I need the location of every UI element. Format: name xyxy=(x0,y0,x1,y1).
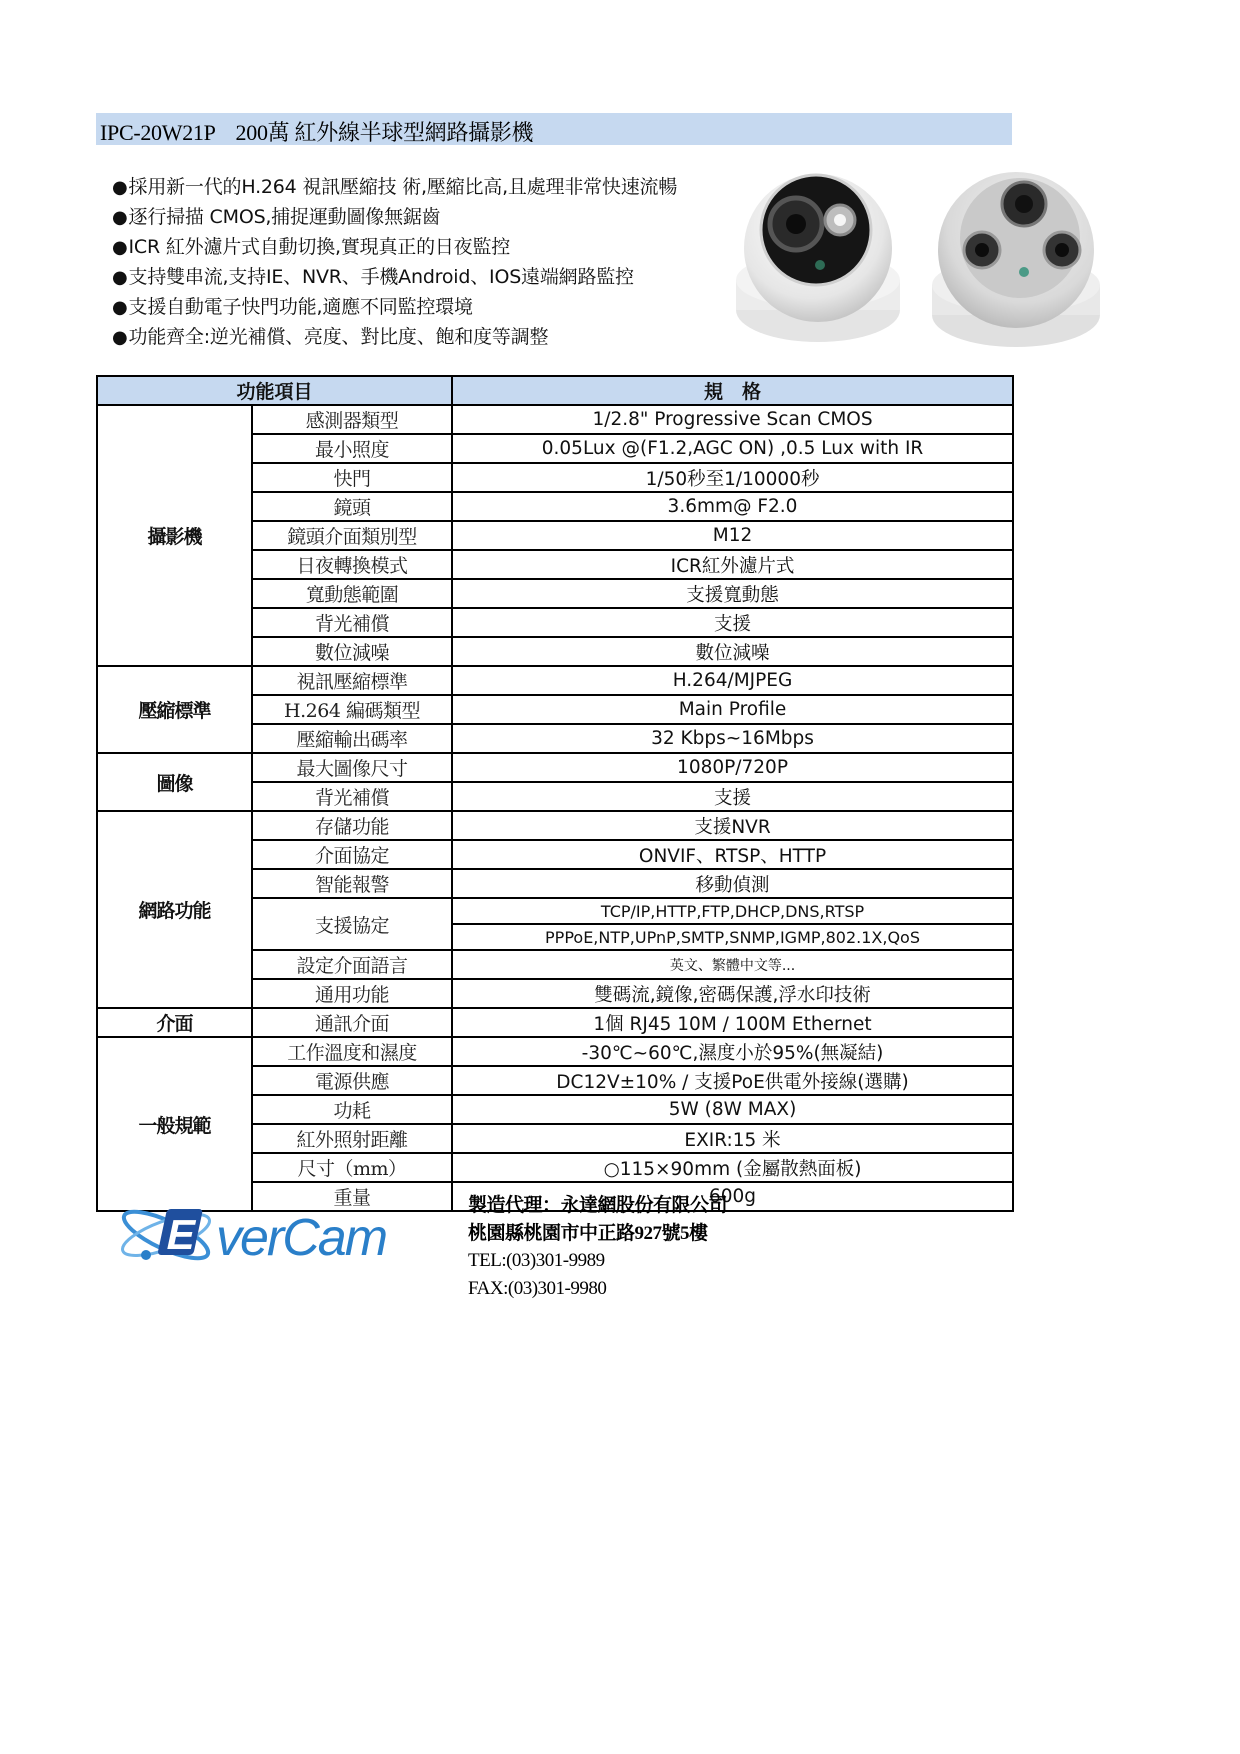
table-row xyxy=(97,753,1013,782)
item-label: 寬動態範圍 xyxy=(252,579,452,608)
evercam-orbit-icon xyxy=(118,1195,418,1275)
item-label: 感測器類型 xyxy=(252,405,452,434)
table-row xyxy=(97,666,1013,695)
spec-value: 32 Kbps~16Mbps xyxy=(452,724,1013,753)
spec-value: 數位減噪 xyxy=(452,637,1013,666)
feature-item xyxy=(112,202,732,232)
item-label: 設定介面語言 xyxy=(252,950,452,979)
spec-value: 600g xyxy=(452,1182,1013,1211)
spec-value: Main Profile xyxy=(452,695,1013,724)
company-address: 桃園縣桃園市中正路927號5樓 xyxy=(468,1222,708,1244)
header-spec: 規 格 xyxy=(452,376,1013,405)
item-label: 功耗 xyxy=(252,1095,452,1124)
spec-table xyxy=(96,375,1014,1212)
item-label: 智能報警 xyxy=(252,869,452,898)
item-label: 通用功能 xyxy=(252,979,452,1008)
spec-value: 1080P/720P xyxy=(452,753,1013,782)
spec-value: DC12V±10% / 支援PoE供電外接線(選購) xyxy=(452,1066,1013,1095)
item-label: 視訊壓縮標準 xyxy=(252,666,452,695)
spec-value: PPPoE,NTP,UPnP,SMTP,SNMP,IGMP,802.1X,QoS xyxy=(452,924,1013,950)
spec-value: 支援寬動態 xyxy=(452,579,1013,608)
contact-block xyxy=(468,1192,727,1302)
table-row xyxy=(97,1008,1013,1037)
bullet-icon: ● xyxy=(112,237,128,258)
spec-value: EXIR:15 米 xyxy=(452,1124,1013,1153)
item-label: 背光補償 xyxy=(252,608,452,637)
item-label: 最小照度 xyxy=(252,434,452,463)
item-label: 存儲功能 xyxy=(252,811,452,840)
feature-text: 支援自動電子快門功能,適應不同監控環境 xyxy=(128,296,473,318)
spec-value: 1/50秒至1/10000秒 xyxy=(452,463,1013,492)
spec-value: 雙碼流,鏡像,密碼保護,浮水印技術 xyxy=(452,979,1013,1008)
spec-value: H.264/MJPEG xyxy=(452,666,1013,695)
spec-value: 支援 xyxy=(452,782,1013,811)
item-label: 最大圖像尺寸 xyxy=(252,753,452,782)
feature-text: 採用新一代的H.264 視訊壓縮技 術,壓縮比高,且處理非常快速流暢 xyxy=(128,176,678,198)
item-label: 紅外照射距離 xyxy=(252,1124,452,1153)
feature-item xyxy=(112,292,732,322)
bullet-icon: ● xyxy=(112,297,128,318)
item-label: 介面協定 xyxy=(252,840,452,869)
bullet-icon: ● xyxy=(112,177,128,198)
spec-value: M12 xyxy=(452,521,1013,550)
svg-text:E: E xyxy=(162,1211,201,1258)
dome-camera-icon xyxy=(728,160,908,358)
camera-photo-dual-ir xyxy=(920,160,1112,358)
spec-value: 0.05Lux @(F1.2,AGC ON) ,0.5 Lux with IR xyxy=(452,434,1013,463)
spec-value: 英文、繁體中文等... xyxy=(452,950,1013,979)
logo-wordmark: verCam xyxy=(216,1209,387,1267)
category-network: 網路功能 xyxy=(97,811,252,1008)
table-row xyxy=(97,1037,1013,1066)
spec-value: 移動偵測 xyxy=(452,869,1013,898)
evercam-logo xyxy=(118,1195,418,1275)
spec-value: ONVIF、RTSP、HTTP xyxy=(452,840,1013,869)
item-label: 重量 xyxy=(252,1182,452,1211)
bullet-icon: ● xyxy=(112,207,128,228)
feature-list xyxy=(112,172,732,352)
item-label: 尺寸（mm） xyxy=(252,1153,452,1182)
dome-camera-icon xyxy=(920,160,1112,358)
feature-text: ICR 紅外濾片式自動切換,實現真正的日夜監控 xyxy=(128,236,511,258)
item-label: 鏡頭介面類別型 xyxy=(252,521,452,550)
company-fax: FAX:(03)301-9980 xyxy=(468,1277,607,1299)
feature-text: 逐行掃描 CMOS,捕捉運動圖像無鋸齒 xyxy=(128,206,441,228)
item-label: 支援協定 xyxy=(252,898,452,950)
product-title-bar xyxy=(96,113,1012,145)
item-label: 通訊介面 xyxy=(252,1008,452,1037)
item-label: 壓縮輸出碼率 xyxy=(252,724,452,753)
category-general: 一般規範 xyxy=(97,1037,252,1211)
feature-item xyxy=(112,172,732,202)
feature-text: 支持雙串流,支持IE、NVR、手機Android、IOS遠端網路監控 xyxy=(128,266,634,288)
item-label: 日夜轉換模式 xyxy=(252,550,452,579)
item-label: H.264 編碼類型 xyxy=(252,695,452,724)
spec-value: 5W (8W MAX) xyxy=(452,1095,1013,1124)
bullet-icon: ● xyxy=(112,267,128,288)
category-camera: 攝影機 xyxy=(97,405,252,666)
category-compression: 壓縮標準 xyxy=(97,666,252,753)
item-label: 背光補償 xyxy=(252,782,452,811)
category-image: 圖像 xyxy=(97,753,252,811)
company-tel: TEL:(03)301-9989 xyxy=(468,1250,605,1271)
item-label: 電源供應 xyxy=(252,1066,452,1095)
feature-item xyxy=(112,262,732,292)
spec-value: 1/2.8" Progressive Scan CMOS xyxy=(452,405,1013,434)
spec-value: ○115×90mm (金屬散熱面板) xyxy=(452,1153,1013,1182)
bullet-icon: ● xyxy=(112,327,128,348)
table-row xyxy=(97,811,1013,840)
spec-value: 支援 xyxy=(452,608,1013,637)
camera-photo-single-ir xyxy=(728,160,908,358)
feature-text: 功能齊全:逆光補償、亮度、對比度、飽和度等調整 xyxy=(128,326,549,348)
product-title: IPC-20W21P 200萬 紅外線半球型網路攝影機 xyxy=(100,120,534,145)
feature-item xyxy=(112,322,732,352)
item-label: 數位減噪 xyxy=(252,637,452,666)
spec-value: ICR紅外濾片式 xyxy=(452,550,1013,579)
feature-item xyxy=(112,232,732,262)
spec-value: 1個 RJ45 10M / 100M Ethernet xyxy=(452,1008,1013,1037)
category-interface: 介面 xyxy=(97,1008,252,1037)
spec-value: -30℃~60℃,濕度小於95%(無凝結) xyxy=(452,1037,1013,1066)
spec-value: 支援NVR xyxy=(452,811,1013,840)
header-feature: 功能項目 xyxy=(97,376,452,405)
spec-value: TCP/IP,HTTP,FTP,DHCP,DNS,RTSP xyxy=(452,898,1013,924)
item-label: 工作溫度和濕度 xyxy=(252,1037,452,1066)
company-name: 製造代理：永達網股份有限公司 xyxy=(468,1195,728,1216)
item-label: 鏡頭 xyxy=(252,492,452,521)
table-header-row xyxy=(97,376,1013,405)
spec-value: 3.6mm@ F2.0 xyxy=(452,492,1013,521)
item-label: 快門 xyxy=(252,463,452,492)
table-row xyxy=(97,405,1013,434)
